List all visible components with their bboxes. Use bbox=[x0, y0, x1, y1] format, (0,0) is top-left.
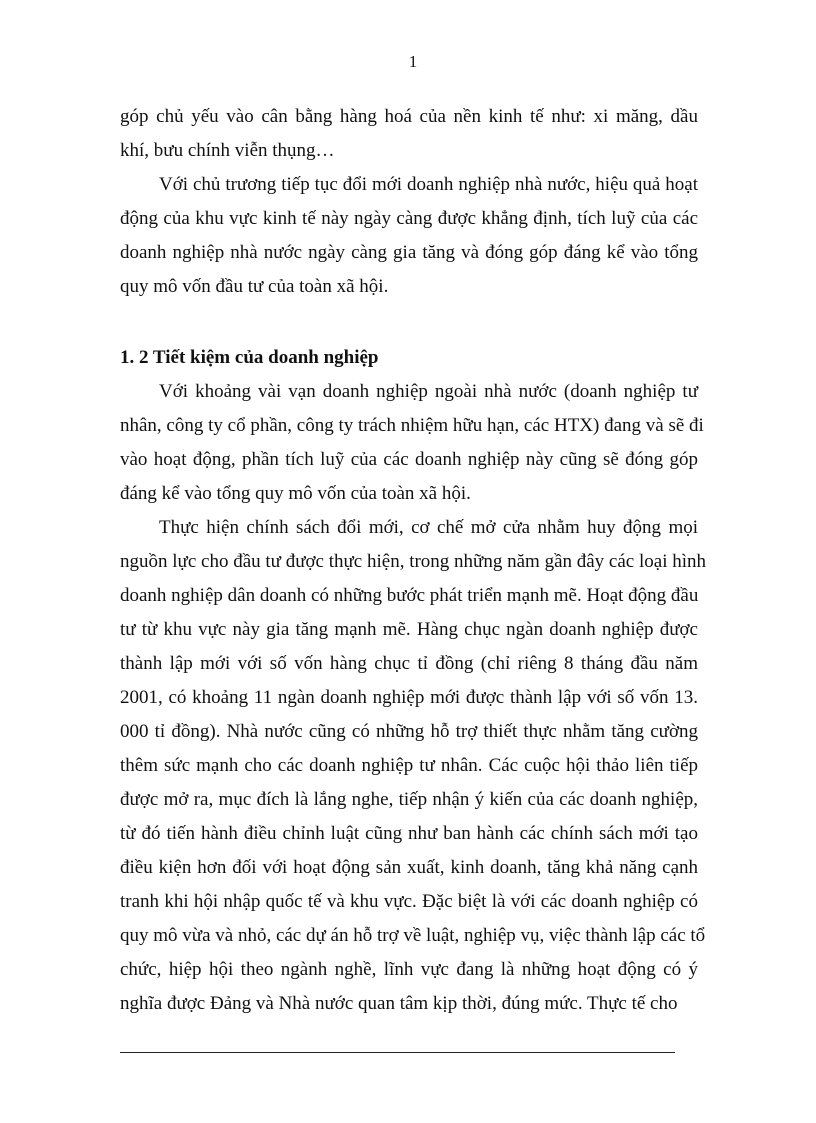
text-line: quy mô vừa và nhỏ, các dự án hỗ trợ về luật, nghiệp vụ, việc thành lập các tổ bbox=[120, 925, 706, 946]
text-line: 2001, có khoảng 11 ngàn doanh nghiệp mới được thành lập với số vốn 13. bbox=[120, 687, 698, 708]
text-line: tranh khi hội nhập quốc tế và khu vực. Đặc biệt là với các doanh nghiệp có bbox=[120, 891, 698, 912]
paragraph bbox=[120, 375, 704, 511]
text-line: được mở ra, mục đích là lắng nghe, tiếp nhận ý kiến của các doanh nghiệp, bbox=[120, 789, 698, 810]
section-heading: 1. 2 Tiết kiệm của doanh nghiệp bbox=[120, 347, 379, 368]
text-line: nhân, công ty cổ phần, công ty trách nhiệm hữu hạn, các HTX) đang và sẽ đi bbox=[120, 415, 704, 436]
text-line: Với chủ trương tiếp tục đổi mới doanh nghiệp nhà nước, hiệu quả hoạt bbox=[159, 174, 698, 195]
text-line: động của khu vực kinh tế này ngày càng được khẳng định, tích luỹ của các bbox=[120, 208, 698, 229]
text-line: từ đó tiến hành điều chỉnh luật cũng như ban hành các chính sách mới tạo bbox=[120, 823, 698, 844]
text-line: chức, hiệp hội theo ngành nghề, lĩnh vực đang là những hoạt động có ý bbox=[120, 959, 698, 980]
text-line: thành lập mới với số vốn hàng chục tỉ đồng (chỉ riêng 8 tháng đầu năm bbox=[120, 653, 698, 674]
document-body bbox=[120, 100, 707, 1021]
paragraph bbox=[120, 168, 698, 304]
text-line: 000 tỉ đồng). Nhà nước cũng có những hỗ trợ thiết thực nhằm tăng cường bbox=[120, 721, 698, 742]
text-line: Thực hiện chính sách đổi mới, cơ chế mở cửa nhằm huy động mọi bbox=[159, 517, 698, 538]
paragraph bbox=[120, 511, 707, 1021]
text-line: khí, bưu chính viễn thụng… bbox=[120, 140, 335, 161]
text-line: doanh nghiệp dân doanh có những bước phát triển mạnh mẽ. Hoạt động đầu bbox=[120, 585, 699, 606]
text-line: nghĩa được Đảng và Nhà nước quan tâm kịp thời, đúng mức. Thực tế cho bbox=[120, 993, 678, 1014]
text-line: đáng kể vào tổng quy mô vốn của toàn xã hội. bbox=[120, 483, 471, 504]
footer-divider bbox=[120, 1052, 675, 1053]
paragraph bbox=[120, 100, 698, 168]
text-line: thêm sức mạnh cho các doanh nghiệp tư nhân. Các cuộc hội thảo liên tiếp bbox=[120, 755, 698, 776]
page-number: 1 bbox=[408, 52, 418, 71]
text-line: nguồn lực cho đầu tư được thực hiện, trong những năm gần đây các loại hình bbox=[120, 551, 707, 572]
text-line: góp chủ yếu vào cân bằng hàng hoá của nền kinh tế như: xi măng, dầu bbox=[120, 106, 698, 127]
text-line: Với khoảng vài vạn doanh nghiệp ngoài nhà nước (doanh nghiệp tư bbox=[159, 381, 698, 402]
text-line: điều kiện hơn đối với hoạt động sản xuất, kinh doanh, tăng khả năng cạnh bbox=[120, 857, 698, 878]
text-line: tư từ khu vực này gia tăng mạnh mẽ. Hàng chục ngàn doanh nghiệp được bbox=[120, 619, 698, 640]
text-line: doanh nghiệp nhà nước ngày càng gia tăng và đóng góp đáng kể vào tổng bbox=[120, 242, 698, 263]
text-line: quy mô vốn đầu tư của toàn xã hội. bbox=[120, 276, 389, 297]
text-line: vào hoạt động, phần tích luỹ của các doanh nghiệp này cũng sẽ đóng góp bbox=[120, 449, 698, 470]
